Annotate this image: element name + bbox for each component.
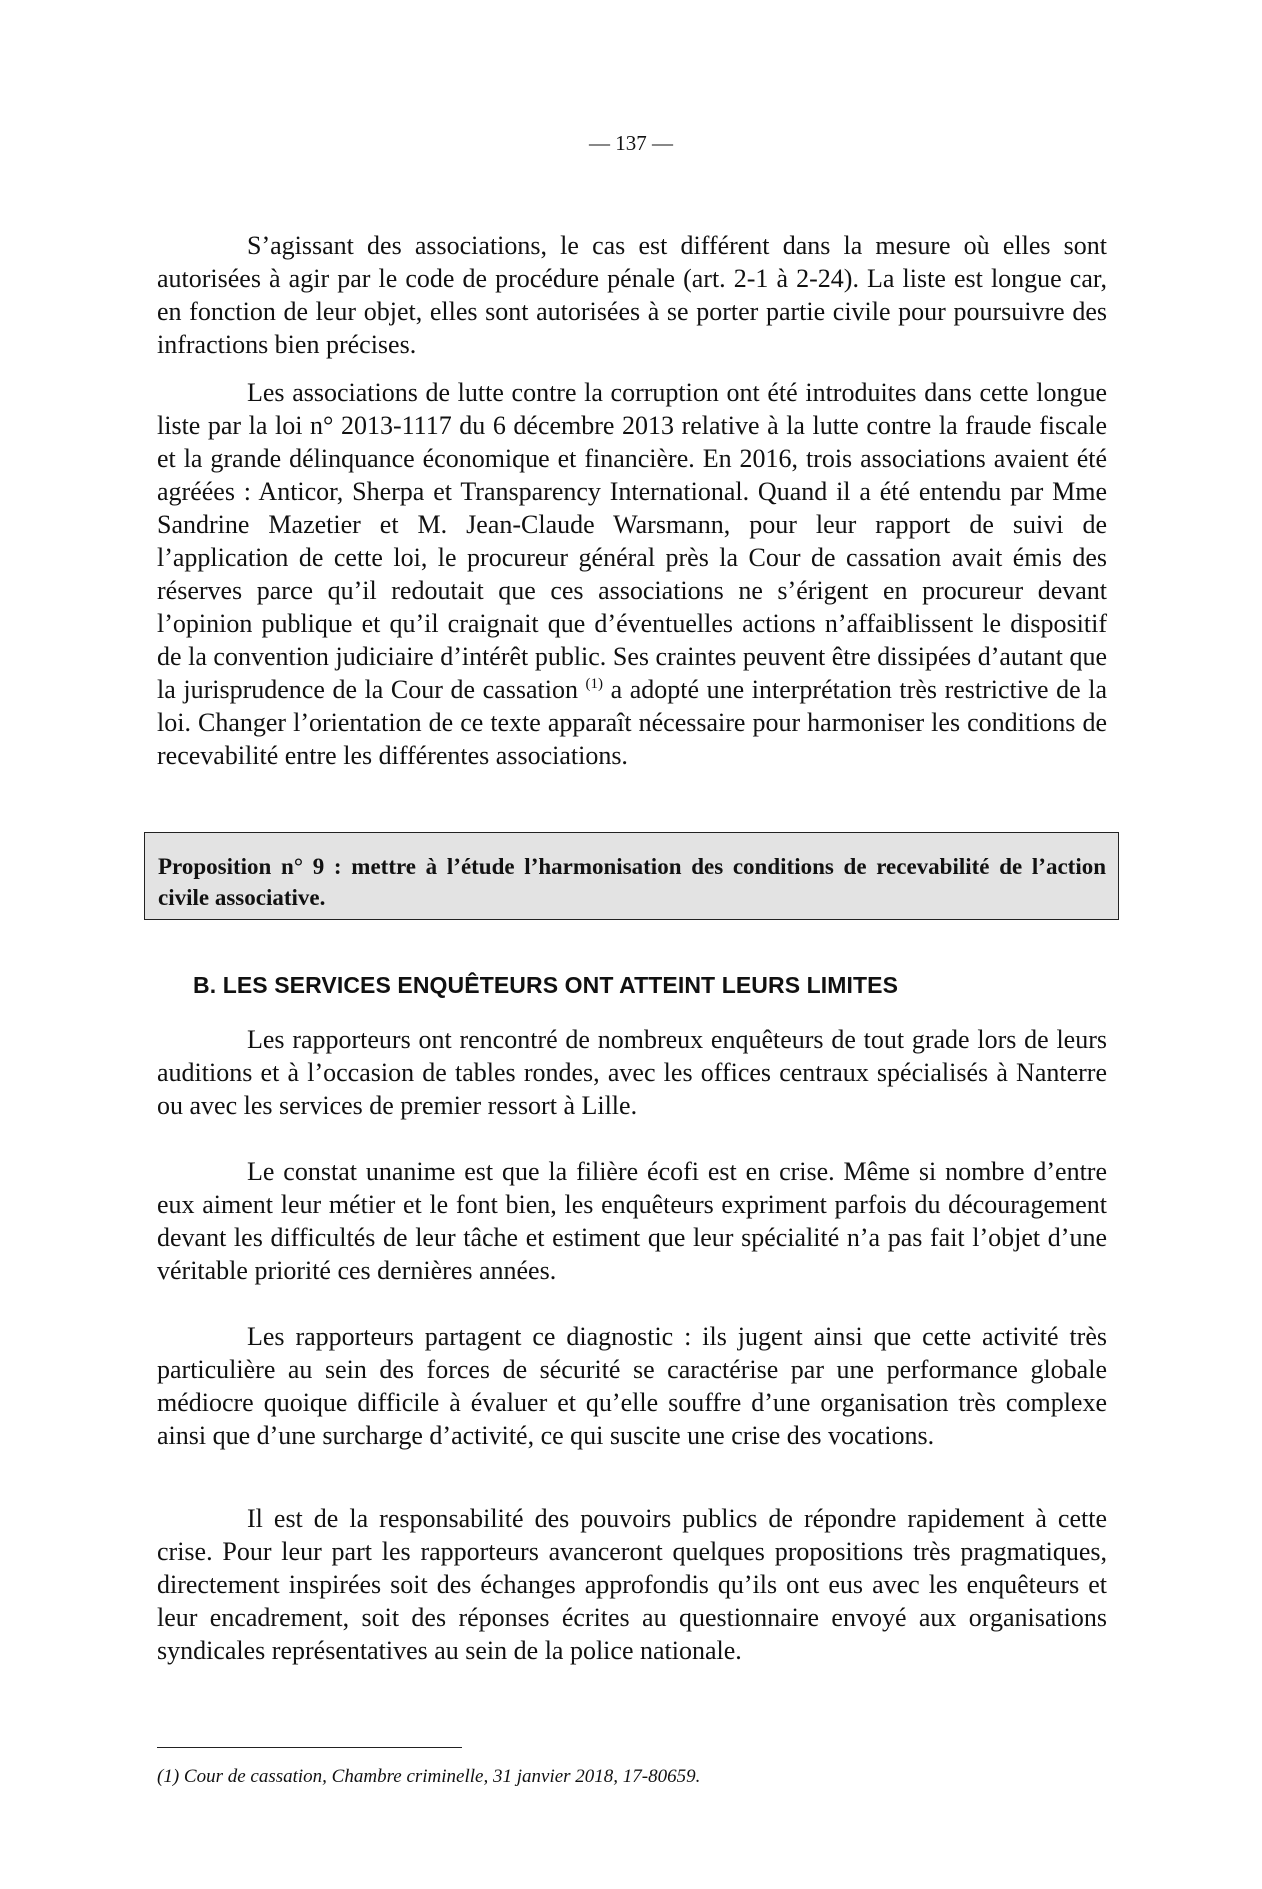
proposal-text: Proposition n° 9 : mettre à l’étude l’harmonisation des conditions de recevabilité de l’action civile associative. (158, 854, 1106, 910)
paragraph-anticorruption-associations (157, 376, 1107, 772)
paragraph-diagnostic: Les rapporteurs partagent ce diagnostic : ils jugent ainsi que cette activité très particulière au sein des forces de sécurité se caractérise par une performance globale médiocre quoique difficile à évaluer et qu’elle souffre d’une organisation très complexe ainsi que d’une surcharge d’activité, ce qui suscite une crise des vocations. (157, 1322, 1107, 1450)
paragraph-rapporteurs-met: Les rapporteurs ont rencontré de nombreux enquêteurs de tout grade lors de leurs auditions et à l’occasion de tables rondes, avec les offices centraux spécialisés à Nanterre ou avec les services de premier ressort à Lille. (157, 1025, 1107, 1120)
footnote: (1) Cour de cassation, Chambre criminelle, 31 janvier 2018, 17-80659. (157, 1766, 701, 1787)
paragraph-unanimous-finding: Le constat unanime est que la filière écofi est en crise. Même si nombre d’entre eux aiment leur métier et le font bien, les enquêteurs expriment parfois du découragement devant les difficultés de leur tâche et estiment que leur spécialité n’a pas fait l’objet d’une véritable priorité ces dernières années. (157, 1157, 1107, 1285)
paragraph-public-responsibility: Il est de la responsabilité des pouvoirs publics de répondre rapidement à cette crise. Pour leur part les rapporteurs avanceront quelques propositions très pragmatiques, directement inspirées soit des échanges approfondis qu’ils ont eus avec les enquêteurs et leur encadrement, soit des réponses écrites au questionnaire envoyé aux organisations syndicales représentatives au sein de la police nationale. (157, 1504, 1107, 1665)
section-heading: B. LES SERVICES ENQUÊTEURS ONT ATTEINT LEURS LIMITES (193, 972, 899, 998)
paragraph-text-continued: a adopté une interprétation très restrictive de la loi. Changer l’orientation de ce texte apparaît nécessaire pour harmoniser les conditions de recevabilité entre les différentes associations. (157, 675, 1107, 770)
paragraph-associations-intro: S’agissant des associations, le cas est différent dans la mesure où elles sont autorisées à agir par le code de procédure pénale (art. 2-1 à 2-24). La liste est longue car, en fonction de leur objet, elles sont autorisées à se porter partie civile pour poursuivre des infractions bien précises. (157, 231, 1107, 359)
page-number: — 137 — (589, 131, 673, 155)
footnote-reference: (1) (585, 676, 604, 692)
footnote-divider (157, 1747, 462, 1748)
paragraph-text: Les associations de lutte contre la corruption ont été introduites dans cette longue liste par la loi n° 2013-1117 du 6 décembre 2013 relative à la lutte contre la fraude fiscale et la grande délinquance économique et financière. En 2016, trois associations avaient été agréées : Anticor, Sherpa et Transparency International. Quand il a été entendu par Mme Sandrine Mazetier et M. Jean-Claude Warsmann, pour leur rapport de suivi de l’application de cette loi, le procureur général près la Cour de cassation avait émis des réserves parce qu’il redoutait que ces associations ne s’érigent en procureur devant l’opinion publique et qu’il craignait que d’éventuelles actions n’affaiblissent le dispositif de la convention judiciaire d’intérêt public. Ses craintes peuvent être dissipées d’autant que la jurisprudence de la Cour de cassation (157, 378, 1107, 704)
proposal-box (144, 832, 1119, 920)
